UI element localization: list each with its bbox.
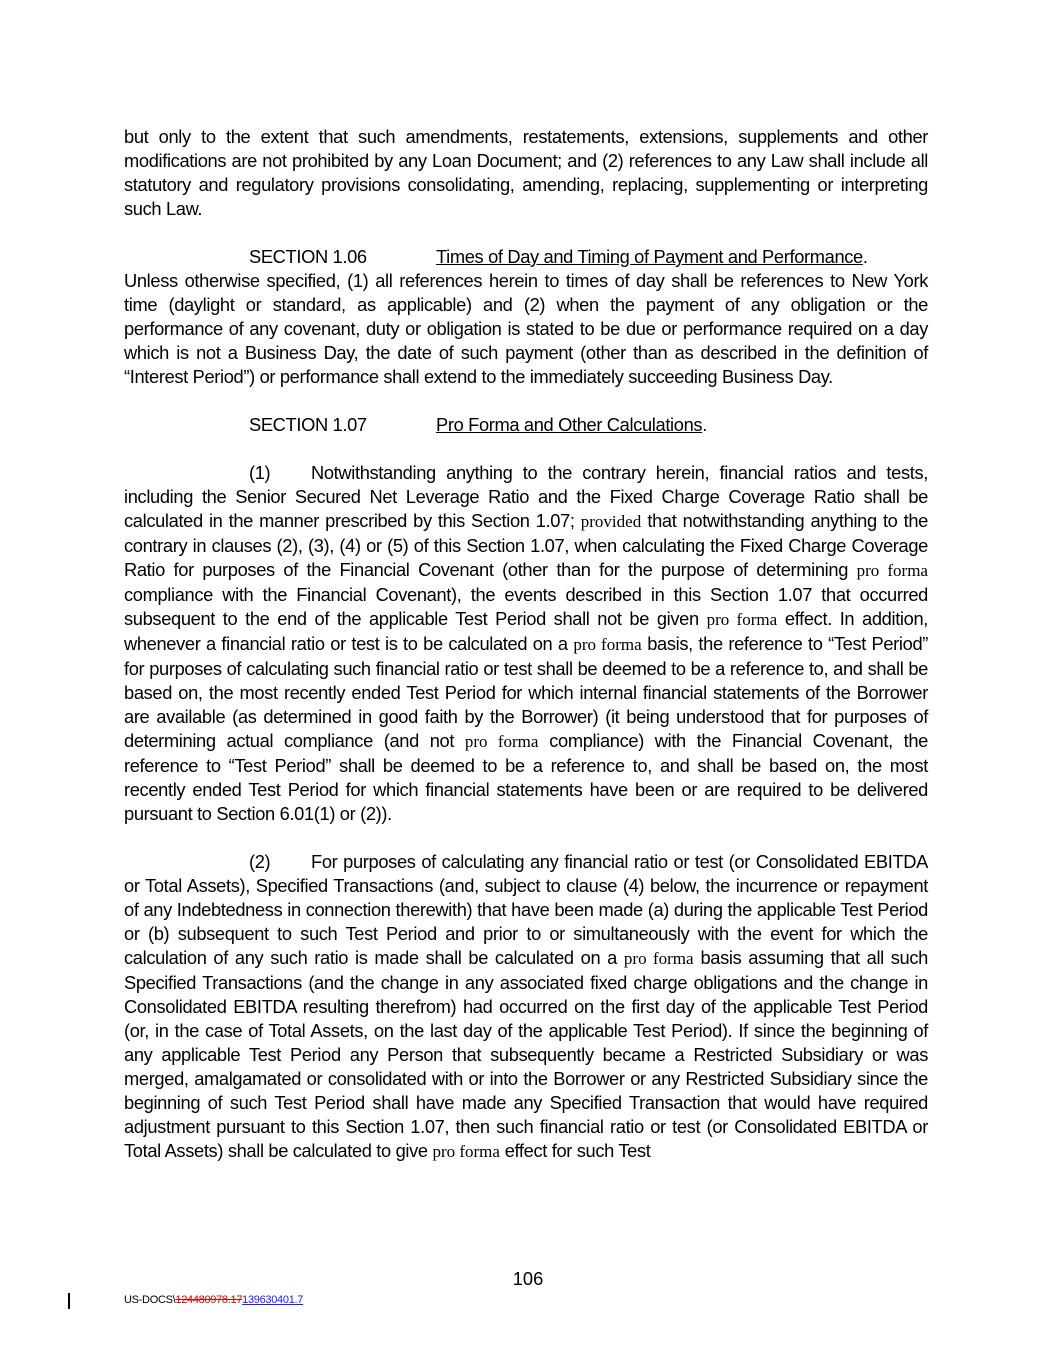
opening-paragraph: but only to the extent that such amendments, restatements, extensions, supplements and other modifications are not prohibited by any Loan Document; and (2) references to any Law shall include all statutory and regulatory provisions consolidating, amending, replacing, supplementing or interpreting such Law. <box>124 126 928 219</box>
revision-change-bar <box>68 1293 70 1309</box>
clause-2-paragraph: (2) For purposes of calculating any financial ratio or test (or Consolidated EBITDA or Total Assets), Specified Transactions (and, subject to clause (4) below, the incurrence or repayment of any Indebtedness in connection therewith) that have been made (a) during the applicable Test Period or (b) subsequent to such Test Period and prior to or simultaneously with the event for which the calculation of any such ratio is made shall be calculated on a pro forma basis assuming that all such Specified Transactions (and the change in any associated fixed charge obligations and the change in Consolidated EBITDA resulting therefrom) had occurred on the first day of the applicable Test Period (or, in the case of Total Assets, on the last day of the applicable Test Period). If since the beginning of any applicable Test Period any Person that subsequently became a Restricted Subsidiary or was merged, amalgamated or consolidated with or into the Borrower or any Restricted Subsidiary since the beginning of such Test Period shall have made any Specified Transaction that would have required adjustment pursuant to this Section 1.07, then such financial ratio or test (or Consolidated EBITDA or Total Assets) shall be calculated to give pro forma effect for such Test <box>124 851 928 1161</box>
clause-number: (1) <box>249 462 271 483</box>
section-number: SECTION 1.06 <box>249 246 367 267</box>
doc-id-inserted: 139630401.7 <box>242 1294 304 1306</box>
document-id-footer <box>124 1294 303 1306</box>
doc-id-prefix: US-DOCS\ <box>124 1294 176 1306</box>
section-1-07-heading: SECTION 1.07 Pro Forma and Other Calculations. <box>249 414 707 435</box>
clause-1-paragraph: (1) Notwithstanding anything to the contrary herein, financial ratios and tests, including the Senior Secured Net Leverage Ratio and the Fixed Charge Coverage Ratio shall be calculated in the manner prescribed by this Section 1.07; provided that notwithstanding anything to the contrary in clauses (2), (3), (4) or (5) of this Section 1.07, when calculating the Fixed Charge Coverage Ratio for purposes of the Financial Covenant (other than for the purpose of determining pro forma compliance with the Financial Covenant), the events described in this Section 1.07 that occurred subsequent to the end of the applicable Test Period shall not be given pro forma effect. In addition, whenever a financial ratio or test is to be calculated on a pro forma basis, the reference to “Test Period” for purposes of calculating such financial ratio or test shall be deemed to be a reference to, and shall be based on, the most recently ended Test Period for which internal financial statements of the Borrower are available (as determined in good faith by the Borrower) (it being understood that for purposes of determining actual compliance (and not pro forma compliance) with the Financial Covenant, the reference to “Test Period” shall be deemed to be a reference to, and shall be based on, the most recently ended Test Period for which financial statements have been or are required to be delivered pursuant to Section 6.01(1) or (2)). <box>124 462 929 824</box>
section-title: Times of Day and Timing of Payment and Performance <box>436 246 863 267</box>
section-1-06-heading: SECTION 1.06 Times of Day and Timing of Payment and Performance. <box>249 246 868 267</box>
section-title: Pro Forma and Other Calculations <box>436 414 703 435</box>
section-1-06-text: Unless otherwise specified, (1) all references herein to times of day shall be references to New York time (daylight or standard, as applicable) and (2) when the payment of any obligation or the performance of any covenant, duty or obligation is stated to be due or performance required on a day which is not a Business Day, the date of such payment (other than as described in the definition of “Interest Period”) or performance shall extend to the immediately succeeding Business Day. <box>124 270 928 387</box>
clause-number: (2) <box>249 851 271 872</box>
section-number: SECTION 1.07 <box>249 414 367 435</box>
page-number: 106 <box>512 1268 544 1289</box>
document-body <box>124 125 928 1188</box>
doc-id-deleted: 124480978.17 <box>175 1294 243 1306</box>
